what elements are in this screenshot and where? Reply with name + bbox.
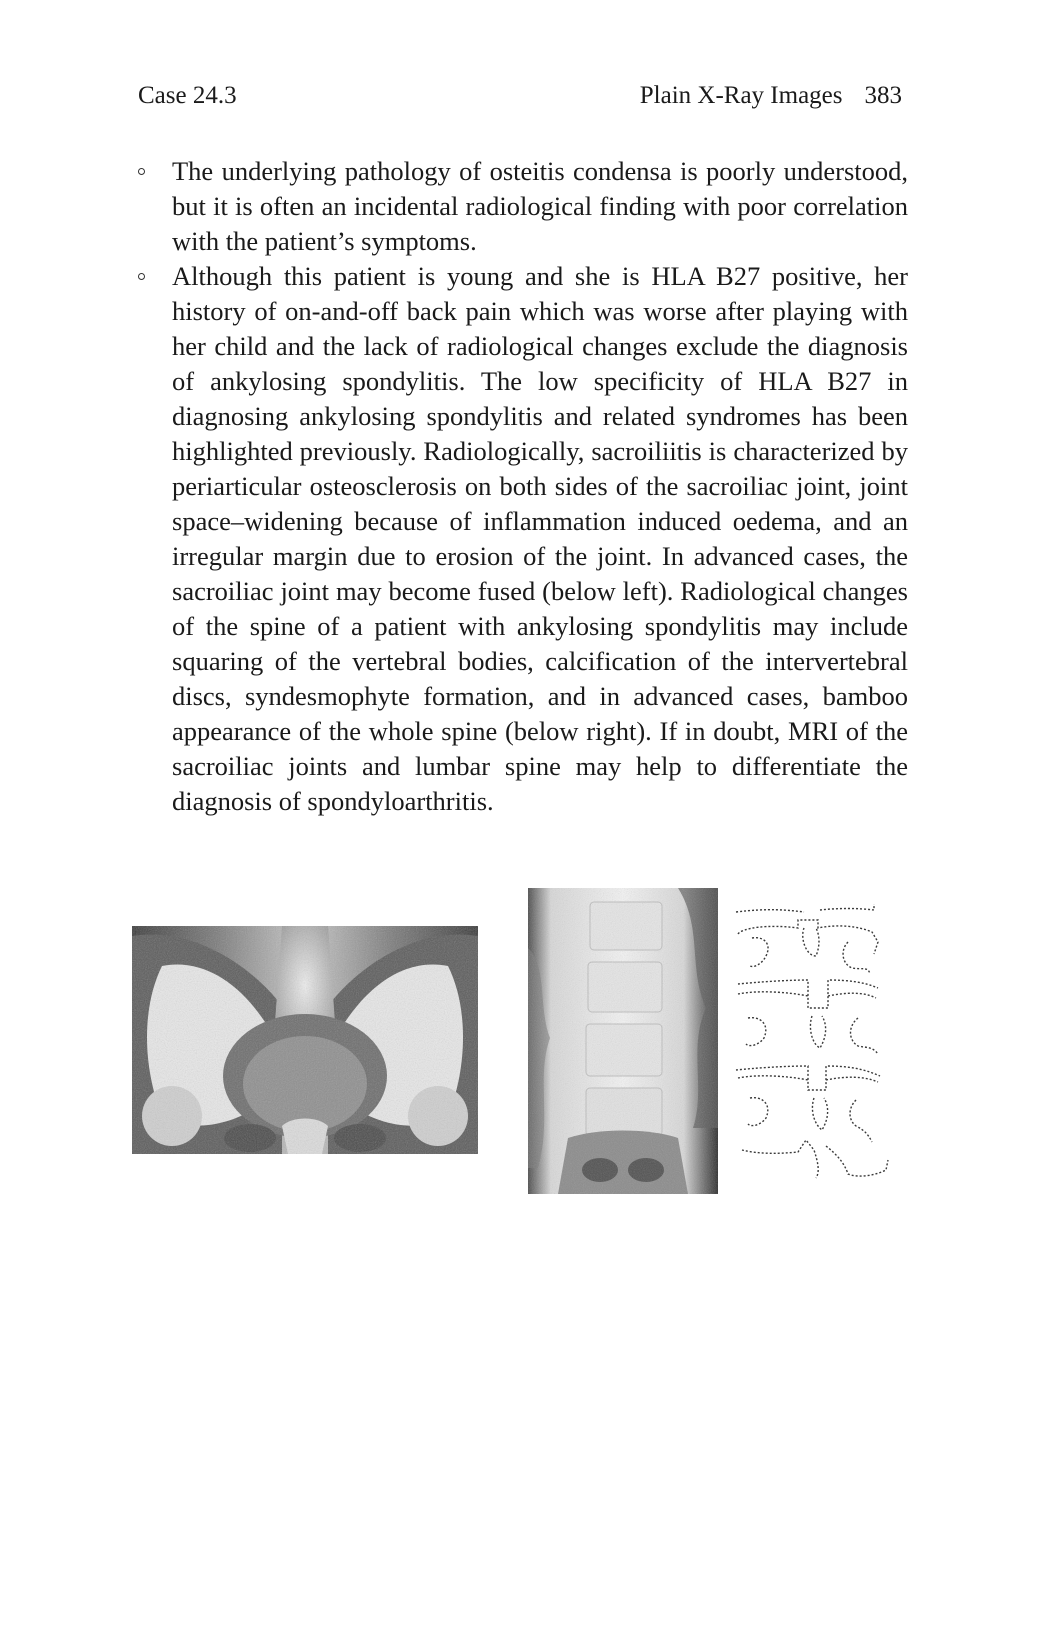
- section-title: Plain X-Ray Images: [639, 82, 843, 109]
- case-label: Case 24.3: [138, 82, 237, 109]
- bullet-text: Although this patient is young and she is HLA B27 positive, her history of on-and-off back pain which was worse after playing with her child and the lack of radiological changes exclude the diagnosis of ankylosing spondylitis. The low specificity of HLA B27 in diagnosing ankylosing spondylitis and related syndromes has been highlighted previously. Radiologically, sacroiliitis is characterized by periarticular osteosclerosis on both sides of the sacroiliac joint, joint space–widening because of inflammation induced oedema, and an irregular margin due to erosion of the joint. In advanced cases, the sacroiliac joint may become fused (below left). Radiological changes of the spine of a patient with ankylosing spondylitis may include squaring of the vertebral bodies, calcification of the intervertebral discs, syndesmophyte formation, and in advanced cases, bamboo appearance of the whole spine (below right). If in doubt, MRI of the sacroiliac joints and lumbar spine may help to differentiate the diagnosis of spondyloarthritis.: [172, 261, 908, 816]
- page-number: 383: [864, 82, 902, 109]
- pelvis-xray-image: [132, 926, 478, 1154]
- bullet-list: [128, 154, 908, 819]
- running-head: [138, 78, 902, 114]
- running-head-right: [640, 78, 902, 114]
- bullet-item: [128, 259, 908, 819]
- bullet-icon: [138, 273, 145, 280]
- vertebrae-outline-diagram: [728, 898, 896, 1182]
- bullet-icon: [138, 168, 145, 175]
- bullet-item: [128, 154, 908, 259]
- lumbar-spine-xray-image: [528, 888, 718, 1194]
- bullet-text: The underlying pathology of osteitis condensa is poorly understood, but it is often an incidental radiological finding with poor correlation with the patient’s symptoms.: [172, 156, 908, 256]
